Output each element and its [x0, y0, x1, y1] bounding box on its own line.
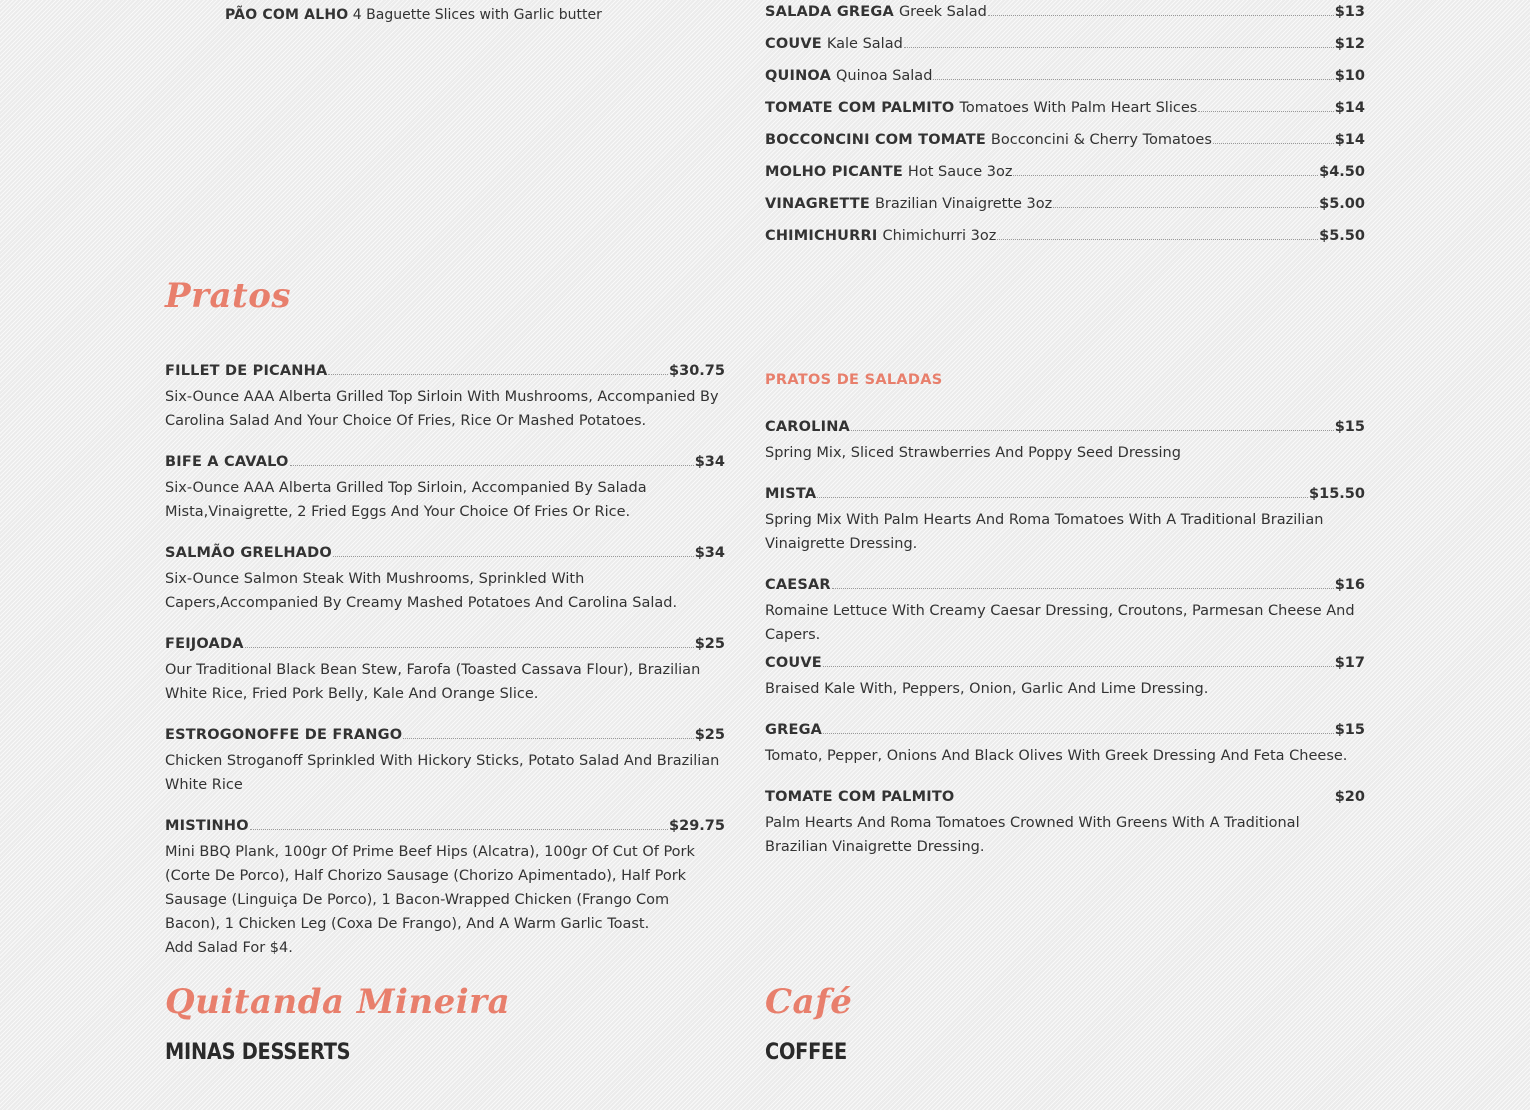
item-price: $29.75	[669, 818, 725, 834]
dotted-leader	[1213, 142, 1334, 144]
item-name: PÃO COM ALHO	[225, 7, 349, 23]
item-desc: Spring Mix, Sliced Strawberries And Poppy Seed Dressing	[765, 445, 1181, 461]
menu-item	[165, 632, 725, 652]
menu-item	[765, 718, 1365, 738]
item-price: $15	[1334, 419, 1365, 435]
subtitle-text: MINAS DESSERTS	[165, 1040, 351, 1065]
dotted-leader	[933, 78, 1333, 80]
item-price: $13	[1334, 4, 1365, 20]
item-name: BIFE A CAVALO	[165, 454, 289, 470]
menu-item	[765, 651, 1365, 671]
item-price: $10	[1334, 68, 1365, 84]
item-name: ESTROGONOFFE DE FRANGO	[165, 727, 403, 743]
item-name: CHIMICHURRI	[765, 228, 878, 244]
item-desc: Quinoa Salad	[836, 68, 933, 84]
dotted-leader	[245, 646, 694, 648]
item-price: $17	[1334, 655, 1365, 671]
saladas-list	[765, 415, 1365, 865]
item-name: SALMÃO GRELHADO	[165, 545, 332, 561]
subsection-title-saladas: PRATOS DE SALADAS	[765, 372, 943, 388]
item-desc: Mini BBQ Plank, 100gr Of Prime Beef Hips (Alcatra), 100gr Of Cut Of Pork (Corte De Porco), Half Chorizo Sausage (Chorizo Apimentado), Half Pork Sausage (Linguiça De Porco), 1 Bacon-Wrapped Chicken (Frango Com Bacon), 1 Chicken Leg (Coxa De Frango), And A Warm Garlic Toast.	[165, 844, 695, 932]
item-name: CAROLINA	[765, 419, 850, 435]
item-name: MISTA	[765, 486, 817, 502]
dotted-leader	[817, 496, 1308, 498]
menu-item	[765, 415, 1365, 435]
dotted-leader	[1053, 206, 1318, 208]
menu-item	[765, 192, 1365, 212]
dotted-leader	[832, 587, 1334, 589]
item-price: $34	[694, 454, 725, 470]
item-desc: Our Traditional Black Bean Stew, Farofa (Toasted Cassava Flour), Brazilian White Rice, Fried Pork Belly, Kale And Orange Slice.	[165, 662, 701, 702]
menu-item	[165, 723, 725, 743]
item-price: $14	[1334, 100, 1365, 116]
item-desc: Bocconcini & Cherry Tomatoes	[990, 132, 1212, 148]
item-desc: Palm Hearts And Roma Tomatoes Crowned With Greens With A Traditional Brazilian Vinaigrette Dressing.	[765, 815, 1300, 855]
dotted-leader	[851, 429, 1334, 431]
dotted-leader	[250, 828, 668, 830]
menu-item	[165, 814, 725, 834]
menu-item	[165, 450, 725, 470]
item-price: $25	[694, 727, 725, 743]
item-price: $30.75	[669, 363, 725, 379]
item-name: TOMATE COM PALMITO	[765, 789, 955, 805]
dotted-leader	[1013, 174, 1318, 176]
item-name: VINAGRETTE	[765, 196, 870, 212]
dotted-leader	[904, 46, 1334, 48]
item-desc: Tomato, Pepper, Onions And Black Olives With Greek Dressing And Feta Cheese.	[765, 748, 1348, 764]
menu-item-pao-com-alho	[225, 7, 602, 23]
item-name: MISTINHO	[165, 818, 249, 834]
item-price: $14	[1334, 132, 1365, 148]
dotted-leader	[1198, 110, 1333, 112]
item-name: GREGA	[765, 722, 823, 738]
top-right-menu-list	[765, 0, 1365, 250]
item-desc: Chimichurri 3oz	[882, 228, 997, 244]
section-subtitle-cafe	[765, 1040, 858, 1065]
item-desc: Six-Ounce Salmon Steak With Mushrooms, Sprinkled With Capers,Accompanied By Creamy Mashed Potatoes And Carolina Salad.	[165, 571, 678, 611]
dotted-leader	[290, 464, 694, 466]
item-name: QUINOA	[765, 68, 831, 84]
item-desc: Tomatoes With Palm Heart Slices	[959, 100, 1198, 116]
item-desc: Six-Ounce AAA Alberta Grilled Top Sirloin, Accompanied By Salada Mista,Vinaigrette, 2 Fried Eggs And Your Choice Of Fries Or Rice.	[165, 480, 647, 520]
dotted-leader	[997, 238, 1318, 240]
menu-item	[765, 0, 1365, 20]
menu-item	[165, 541, 725, 561]
menu-item	[765, 224, 1365, 244]
item-desc: Six-Ounce AAA Alberta Grilled Top Sirloin With Mushrooms, Accompanied By Carolina Salad And Your Choice Of Fries, Rice Or Mashed Potatoes.	[165, 389, 719, 429]
dotted-leader	[403, 737, 693, 739]
item-name: FILLET DE PICANHA	[165, 363, 328, 379]
item-price: $25	[694, 636, 725, 652]
item-extra: Add Salad For $4.	[165, 940, 293, 956]
item-price: $12	[1334, 36, 1365, 52]
menu-item	[765, 32, 1365, 52]
item-price: $15.50	[1309, 486, 1365, 502]
section-subtitle-quitanda	[165, 1040, 376, 1065]
item-price: $15	[1334, 722, 1365, 738]
menu-item	[765, 785, 1365, 805]
section-title-cafe: Café	[765, 982, 853, 1022]
dotted-leader	[328, 373, 668, 375]
item-desc: Hot Sauce 3oz	[907, 164, 1013, 180]
item-name: CAESAR	[765, 577, 831, 593]
item-desc: 4 Baguette Slices with Garlic butter	[352, 7, 602, 23]
menu-item	[165, 359, 725, 379]
item-name: MOLHO PICANTE	[765, 164, 903, 180]
menu-item	[765, 573, 1365, 593]
menu-item	[765, 160, 1365, 180]
item-name: COUVE	[765, 36, 822, 52]
item-name: COUVE	[765, 655, 822, 671]
item-desc: Braised Kale With, Peppers, Onion, Garlic And Lime Dressing.	[765, 681, 1209, 697]
dotted-leader	[988, 14, 1334, 16]
item-price: $16	[1334, 577, 1365, 593]
item-desc: Chicken Stroganoff Sprinkled With Hickory Sticks, Potato Salad And Brazilian White Rice	[165, 753, 720, 793]
menu-item	[765, 64, 1365, 84]
item-desc: Spring Mix With Palm Hearts And Roma Tomatoes With A Traditional Brazilian Vinaigrette Dressing.	[765, 512, 1324, 552]
item-desc: Brazilian Vinaigrette 3oz	[874, 196, 1053, 212]
menu-item	[765, 482, 1365, 502]
section-title-pratos: Pratos	[165, 276, 292, 316]
item-name: TOMATE COM PALMITO	[765, 100, 955, 116]
item-desc: Romaine Lettuce With Creamy Caesar Dressing, Croutons, Parmesan Cheese And Capers.	[765, 603, 1355, 643]
subtitle-text: COFFEE	[765, 1040, 847, 1065]
item-name: FEIJOADA	[165, 636, 244, 652]
item-price: $4.50	[1319, 164, 1365, 180]
section-title-quitanda: Quitanda Mineira	[165, 982, 511, 1022]
item-price: $5.00	[1319, 196, 1365, 212]
item-name: SALADA GREGA	[765, 4, 894, 20]
item-price: $20	[1334, 789, 1365, 805]
item-desc: Kale Salad	[826, 36, 903, 52]
pratos-list	[165, 359, 725, 959]
item-name: BOCCONCINI COM TOMATE	[765, 132, 986, 148]
menu-item	[765, 96, 1365, 116]
item-price: $34	[694, 545, 725, 561]
dotted-leader	[823, 665, 1334, 667]
dotted-leader	[333, 555, 694, 557]
menu-item	[765, 128, 1365, 148]
item-desc: Greek Salad	[898, 4, 987, 20]
item-price: $5.50	[1319, 228, 1365, 244]
dotted-leader	[823, 732, 1334, 734]
